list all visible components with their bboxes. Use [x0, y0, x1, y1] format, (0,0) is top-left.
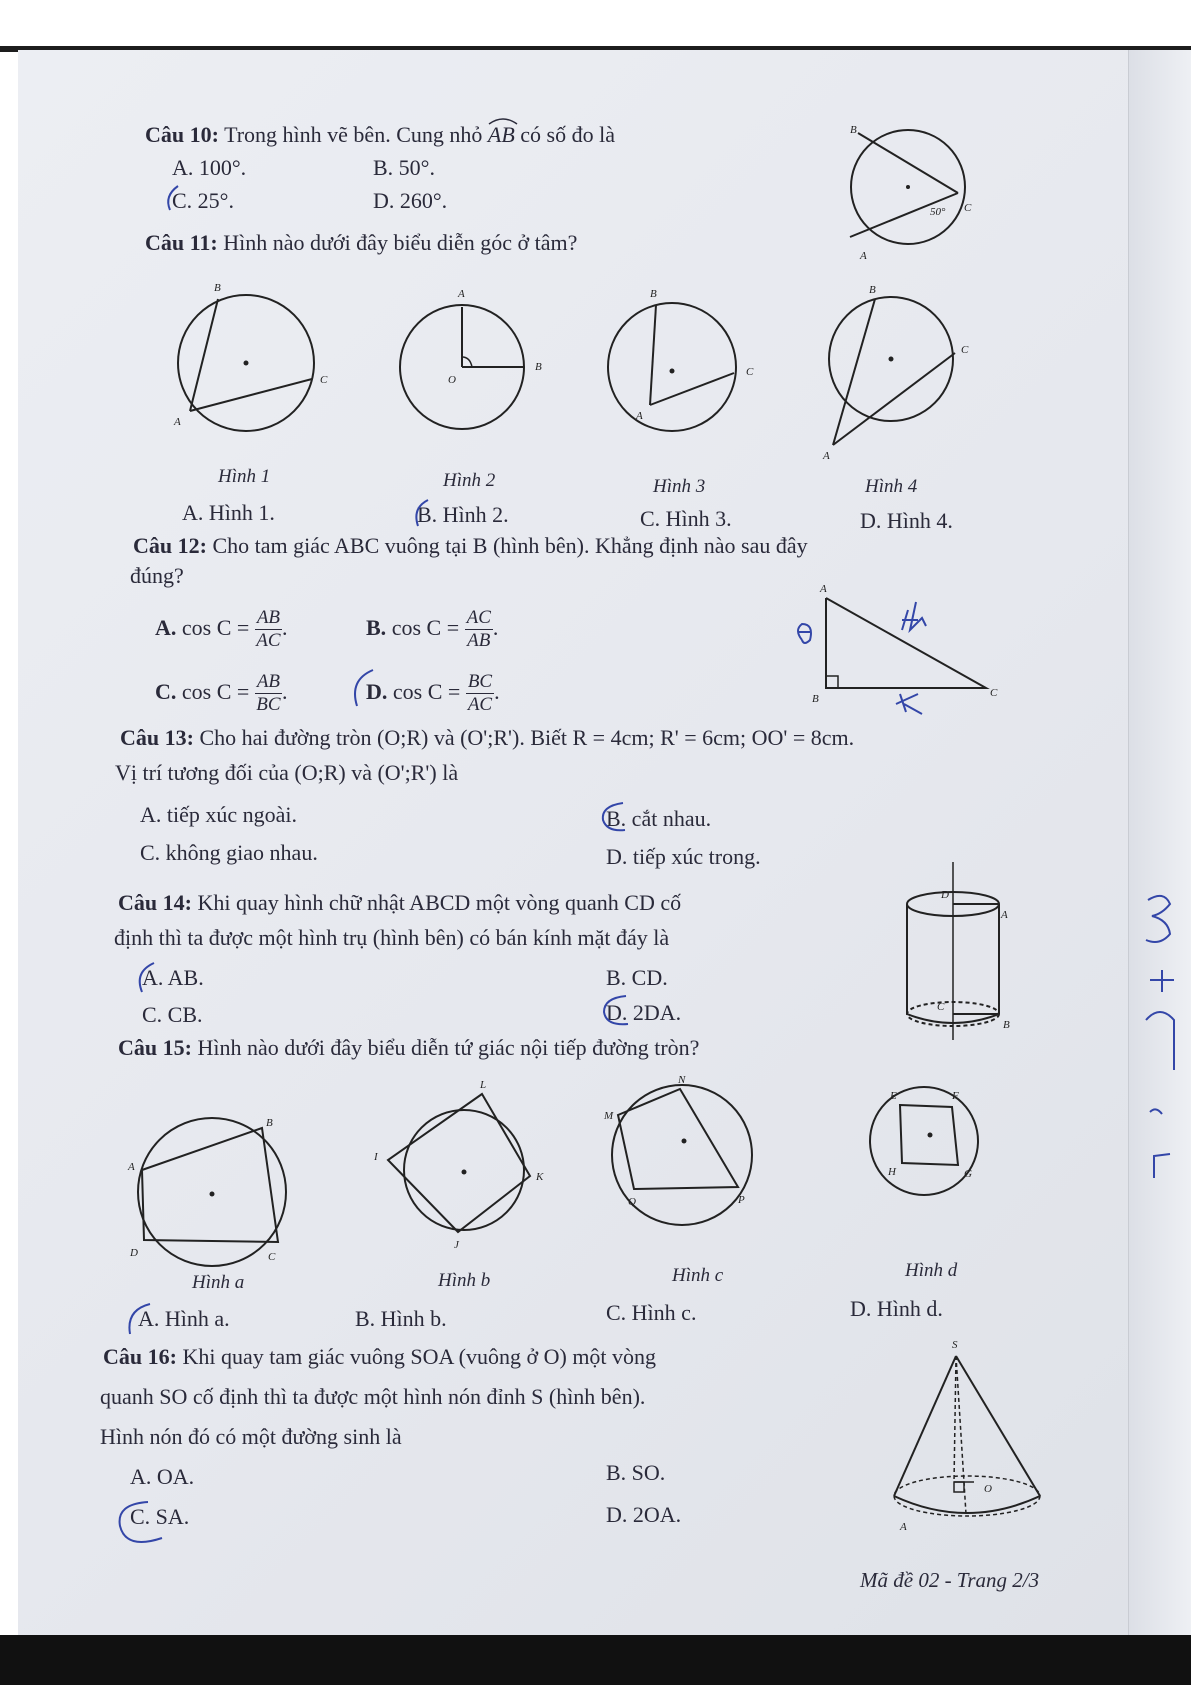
q11-figure-2: [390, 285, 570, 445]
q15-option-c: C. Hình c.: [606, 1300, 697, 1325]
svg-text:B: B: [1003, 1019, 1010, 1031]
q15-figure-b: [360, 1080, 550, 1260]
q16-stem-line2: quanh SO cố định thì ta được một hình nón đỉnh S (hình bên).: [100, 1384, 646, 1409]
q13-option-c: C. không giao nhau.: [140, 840, 318, 865]
q15-figure-d: [860, 1085, 1000, 1205]
q11-answer-mark: [408, 496, 438, 530]
q10-figure: [840, 125, 1000, 270]
page-footer: Mã đề 02 - Trang 2/3: [860, 1568, 1040, 1592]
q10-answer-mark: [162, 182, 202, 216]
q16-option-d: D. 2OA.: [606, 1502, 682, 1527]
q14-option-b: B. CD.: [606, 965, 668, 990]
q15-answer-mark: [120, 1300, 160, 1340]
svg-text:A: A: [128, 1161, 135, 1173]
q16-figure: [880, 1330, 1050, 1540]
q13-stem: Câu 13: Cho hai đường tròn (O;R) và (O';R'). Biết R = 4cm; R' = 6cm; OO' = 8cm.: [120, 725, 855, 750]
q11-stem: Câu 11: Hình nào dưới đây biểu diễn góc ở tâm?: [145, 230, 578, 255]
q10-angle-label: 50°: [930, 206, 946, 218]
svg-text:A: A: [820, 583, 827, 595]
svg-text:C: C: [990, 687, 998, 699]
top-margin: [0, 0, 1191, 46]
q16-option-a: A. OA.: [130, 1464, 195, 1489]
q11-option-c: C. Hình 3.: [640, 506, 732, 531]
q12-stem-line2: đúng?: [130, 563, 184, 588]
q13-option-b: B. cắt nhau.: [606, 806, 712, 831]
margin-scribbles: [1140, 880, 1190, 1240]
q11-caption-1: Hình 1: [218, 466, 271, 487]
svg-text:B: B: [869, 284, 876, 296]
svg-text:C: C: [268, 1251, 276, 1263]
svg-text:M: M: [604, 1110, 614, 1122]
q16-stem: Câu 16: Khi quay tam giác vuông SOA (vuông ở O) một vòng: [103, 1344, 657, 1369]
svg-text:S: S: [952, 1339, 958, 1351]
q11-figure-1: [160, 275, 360, 455]
q15-caption-d: Hình d: [905, 1260, 958, 1281]
q10-label-a: A: [860, 250, 867, 262]
svg-text:F: F: [952, 1090, 959, 1102]
q15-option-d: D. Hình d.: [850, 1296, 943, 1321]
svg-text:L: L: [480, 1079, 487, 1091]
svg-text:H: H: [888, 1166, 896, 1178]
q16-option-b: B. SO.: [606, 1460, 666, 1485]
q15-option-a: A. Hình a.: [138, 1306, 230, 1331]
q11-figure-3: [598, 285, 778, 445]
svg-text:A: A: [174, 416, 181, 428]
svg-text:A: A: [1001, 909, 1008, 921]
q11-figure-4: [815, 285, 985, 465]
svg-text:C: C: [746, 366, 754, 378]
q10-option-d: D. 260°.: [373, 188, 448, 213]
svg-text:N: N: [678, 1074, 686, 1086]
q11-option-d: D. Hình 4.: [860, 508, 953, 533]
q15-caption-b: Hình b: [438, 1270, 491, 1291]
q14-stem-line2: định thì ta được một hình trụ (hình bên) có bán kính mặt đáy là: [114, 925, 670, 950]
q13-option-d: D. tiếp xúc trong.: [606, 844, 761, 869]
svg-text:I: I: [374, 1151, 378, 1163]
svg-text:K: K: [536, 1171, 544, 1183]
svg-text:C: C: [937, 1001, 945, 1013]
next-page-edge: [1128, 50, 1191, 1635]
q15-caption-c: Hình c: [672, 1265, 724, 1286]
q15-caption-a: Hình a: [192, 1272, 245, 1293]
svg-text:C: C: [320, 374, 328, 386]
q15-figure-a: [118, 1110, 298, 1270]
q11-option-b: B. Hình 2.: [417, 502, 509, 527]
q14-answer-mark-2: [596, 994, 636, 1030]
svg-text:B: B: [535, 361, 542, 373]
q12-option-a: A. cos C = $\frac{AB}{AC}$ .: [155, 607, 288, 652]
svg-text:Q: Q: [628, 1196, 636, 1208]
q12-figure: [790, 580, 1010, 715]
q13-stem-line2: Vị trí tương đối của (O;R) và (O';R') là: [115, 760, 459, 785]
svg-text:G: G: [964, 1168, 972, 1180]
svg-text:P: P: [738, 1194, 745, 1206]
bottom-edge: [0, 1635, 1191, 1685]
q10-label-c: C: [964, 202, 972, 214]
q14-option-c: C. CB.: [142, 1002, 203, 1027]
q12-option-c: C. cos C = $\frac{AB}{BC}$ .: [155, 671, 288, 716]
q16-option-c: C. SA.: [130, 1504, 190, 1529]
q14-figure: [895, 880, 1035, 1040]
svg-text:B: B: [812, 693, 819, 705]
q11-caption-3: Hình 3: [653, 476, 706, 497]
q13-answer-mark: [595, 800, 633, 836]
svg-text:A: A: [823, 450, 830, 462]
q15-option-b: B. Hình b.: [355, 1306, 447, 1331]
q12-stem: Câu 12: Cho tam giác ABC vuông tại B (hình bên). Khẳng định nào sau đây: [133, 533, 808, 558]
q10-option-a: A. 100°.: [172, 155, 247, 180]
q12-option-d: D. cos C = $\frac{BC}{AC}$ .: [366, 671, 500, 716]
svg-text:O: O: [448, 374, 456, 386]
q10-option-b: B. 50°.: [373, 155, 435, 180]
svg-text:D: D: [130, 1247, 138, 1259]
svg-text:D: D: [941, 889, 949, 901]
q15-figure-c: [600, 1075, 770, 1235]
q11-caption-2: Hình 2: [443, 470, 496, 491]
svg-text:B: B: [650, 288, 657, 300]
q10-stem: Câu 10: Trong hình vẽ bên. Cung nhỏ AB có số đo là: [145, 122, 615, 148]
svg-text:A: A: [900, 1521, 907, 1533]
svg-text:J: J: [454, 1239, 459, 1251]
q10-option-c: C. 25°.: [172, 188, 234, 213]
svg-text:O: O: [984, 1483, 992, 1495]
q15-stem: Câu 15: Hình nào dưới đây biểu diễn tứ giác nội tiếp đường tròn?: [118, 1035, 700, 1060]
q14-option-d: D. 2DA.: [606, 1000, 682, 1025]
svg-text:C: C: [961, 344, 969, 356]
q10-label-b: B: [850, 124, 857, 136]
svg-text:E: E: [890, 1090, 897, 1102]
q14-option-a: A. AB.: [142, 965, 204, 990]
q12-option-b: B. cos C = $\frac{AC}{AB}$ .: [366, 607, 499, 652]
svg-text:A: A: [636, 410, 643, 422]
svg-text:B: B: [214, 282, 221, 294]
q14-stem: Câu 14: Khi quay hình chữ nhật ABCD một vòng quanh CD cố: [118, 890, 682, 915]
q12-answer-mark: [345, 666, 385, 710]
q11-caption-4: Hình 4: [865, 476, 918, 497]
q11-option-a: A. Hình 1.: [182, 500, 275, 525]
q16-answer-mark: [112, 1498, 172, 1558]
q13-option-a: A. tiếp xúc ngoài.: [140, 802, 298, 827]
q14-answer-mark: [132, 960, 162, 994]
q16-stem-line3: Hình nón đó có một đường sinh là: [100, 1424, 402, 1449]
svg-text:B: B: [266, 1117, 273, 1129]
svg-text:A: A: [458, 288, 465, 300]
